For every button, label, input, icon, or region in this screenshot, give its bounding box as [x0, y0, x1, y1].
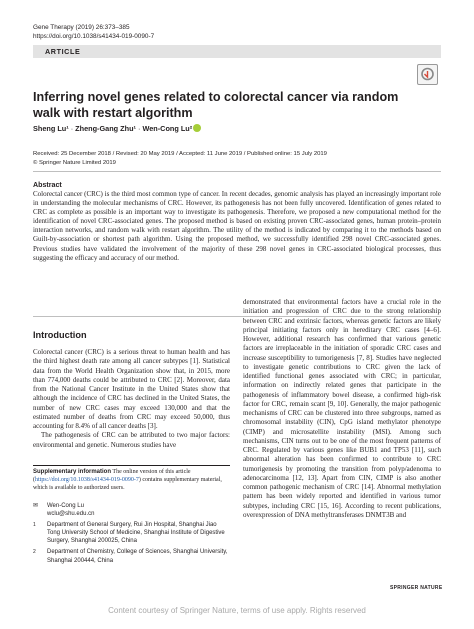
article-type-label: ARTICLE [45, 47, 81, 56]
author-1[interactable]: Sheng Lu¹ [33, 124, 69, 133]
supplementary-label: Supplementary information [33, 469, 112, 475]
article-type-bar [33, 45, 441, 58]
footnote-divider [33, 465, 230, 466]
crossmark-icon[interactable] [417, 64, 438, 85]
supplementary-text-2: ) contains supplementary material, which is available to authorized users. [33, 477, 222, 491]
corresponding-author: Wen-Cong Lu [47, 503, 84, 509]
left-column [33, 348, 230, 450]
corresponding-email[interactable]: wclu@shu.edu.cn [47, 511, 95, 518]
doi-link[interactable]: https://doi.org/10.1038/s41434-019-0090-7 [33, 32, 155, 40]
introduction-heading: Introduction [33, 330, 87, 340]
supplementary-link[interactable]: https://doi.org/10.1038/s41434-019-0090-7 [35, 477, 139, 483]
author-notes [33, 502, 230, 568]
watermark-text: Content courtesy of Springer Nature, terms of use apply. Rights reserved [108, 606, 366, 615]
envelope-icon: ✉ [33, 503, 39, 509]
author-2[interactable]: Zheng-Gang Zhu¹ [75, 124, 136, 133]
journal-info [33, 24, 154, 41]
affiliation-text: Department of General Surgery, Rui Jin Hospital, Shanghai Jiao Tong University School of Medicine, Shanghai Institute of Digestive Surgery, Shanghai 200025, China [47, 522, 225, 545]
affiliation-text: Department of Chemistry, College of Sciences, Shanghai University, Shanghai 200444, China [47, 549, 228, 564]
article-dates [33, 150, 327, 167]
divider [33, 171, 441, 172]
author-list: Sheng Lu¹ · Zheng-Gang Zhu¹ · Wen-Cong Lu² [33, 124, 201, 133]
article-title: Inferring novel genes related to colorectal cancer via random walk with restart algorithm [33, 90, 399, 120]
affiliation-mark: 1 [33, 522, 36, 529]
supplementary-text: The online version of this article ( [33, 469, 191, 483]
orcid-icon[interactable] [193, 124, 201, 132]
publisher-logo: SPRINGER NATURE [390, 585, 443, 591]
affiliation-2 [33, 548, 230, 564]
abstract-heading: Abstract [33, 181, 62, 189]
history-dates: Received: 25 December 2018 / Revised: 20 May 2019 / Accepted: 11 June 2019 / Published online: 15 July 2019 [33, 151, 327, 157]
copyright: © Springer Nature Limited 2019 [33, 159, 116, 166]
intro-paragraph-2: The pathogenesis of CRC can be attributed to two major factors: environmental and genetic. Numerous studies have [33, 431, 230, 449]
journal-citation: Gene Therapy (2019) 26:373–385 [33, 24, 130, 31]
intro-paragraph-1: Colorectal cancer (CRC) is a serious threat to human health and has the third highest death rate among all cancer subtypes [1]. Statistical data from the World Health Organization show that, in 2015, more than 774,000 deaths could be attributed to CRC [2]. Moreover, data from the National Cancer Institute in the United States show that although the incidence of CRC has declined in the United States, the number of new CRC cases may exceed 130,000 and that the estimated number of deaths from CRC may exceed 50,000, thus accounting for 8.4% of all cancer deaths [3]. [33, 348, 230, 430]
abstract-body: Colorectal cancer (CRC) is the third most common type of cancer. In recent decades, genomic analysis has played an increasingly important role in understanding the molecular mechanisms of CRC. However, its pathogenesis has not been fully uncovered. Identification of genes related to CRC as complete as possible is an important way to investigate its pathogenesis. Therefore, we proposed a new computational method for the identification of novel CRC-associated genes. The proposed method is based on existing proven CRC-associated genes, human protein–protein interaction networks, and random walk with restart algorithm. The utility of the method is indicated by comparing it to the methods based on Guilt-by-association or shortest path algorithm. Using the proposed method, we successfully identified 298 novel CRC-associated genes. Previous studies have validated the involvement of the majority of these 298 novel genes in CRC-associated biological processes, thus suggesting the efficacy and accuracy of our method. [33, 190, 441, 262]
correspondence [33, 502, 230, 518]
author-3[interactable]: Wen-Cong Lu² [142, 124, 193, 133]
supplementary-note [33, 468, 230, 492]
affiliation-mark: 2 [33, 549, 36, 556]
affiliation-1 [33, 521, 230, 545]
right-column: demonstrated that environmental factors have a crucial role in the initiation and progression of CRC due to the strong relationship between CRC and extrinsic factors, whereas genetic factors are likely principal initiating factors only in hereditary CRC cases [4–6]. However, additional research has confirmed that various genetic factors are irreplaceable in the initiation of sporadic CRC cases and increase susceptibility to tumorigenesis [7, 8]. Studies have neglected to investigate genetic contributions to CRC given the lack of identified functional genes associated with CRC; in particular, information on indirectly related genes that participate in the pathogenesis of inflammatory bowel disease, a confirmed high-risk factor for CRC, remain scant [9, 10]. Generally, the major pathogenic mechanisms of CRC can be clustered into three subgroups, named as chromosomal instability (CIN), CpG island methylator phenotype (CIMP) and microsatellite instability (MSI). Among such mechanisms, CIN turns out to be one of the most frequent patterns of CRC. Regulated by various genes like BUB1 and TP53 [11], such abnormal alteration has been confirmed to contribute to CRC tumorigenesis by promoting the transition from polyp/adenoma to adenocarcinoma [12, 13]. Apart from CIN, CIMP is also another common pathogenic mechanism of CRC [14]. Abnormal methylation pattern has been widely reported and identified in various tumor subtypes, including CRC [15, 16]. According to recent publications, overexpression of DNA methyltransferases DNMT3B and [243, 298, 441, 519]
